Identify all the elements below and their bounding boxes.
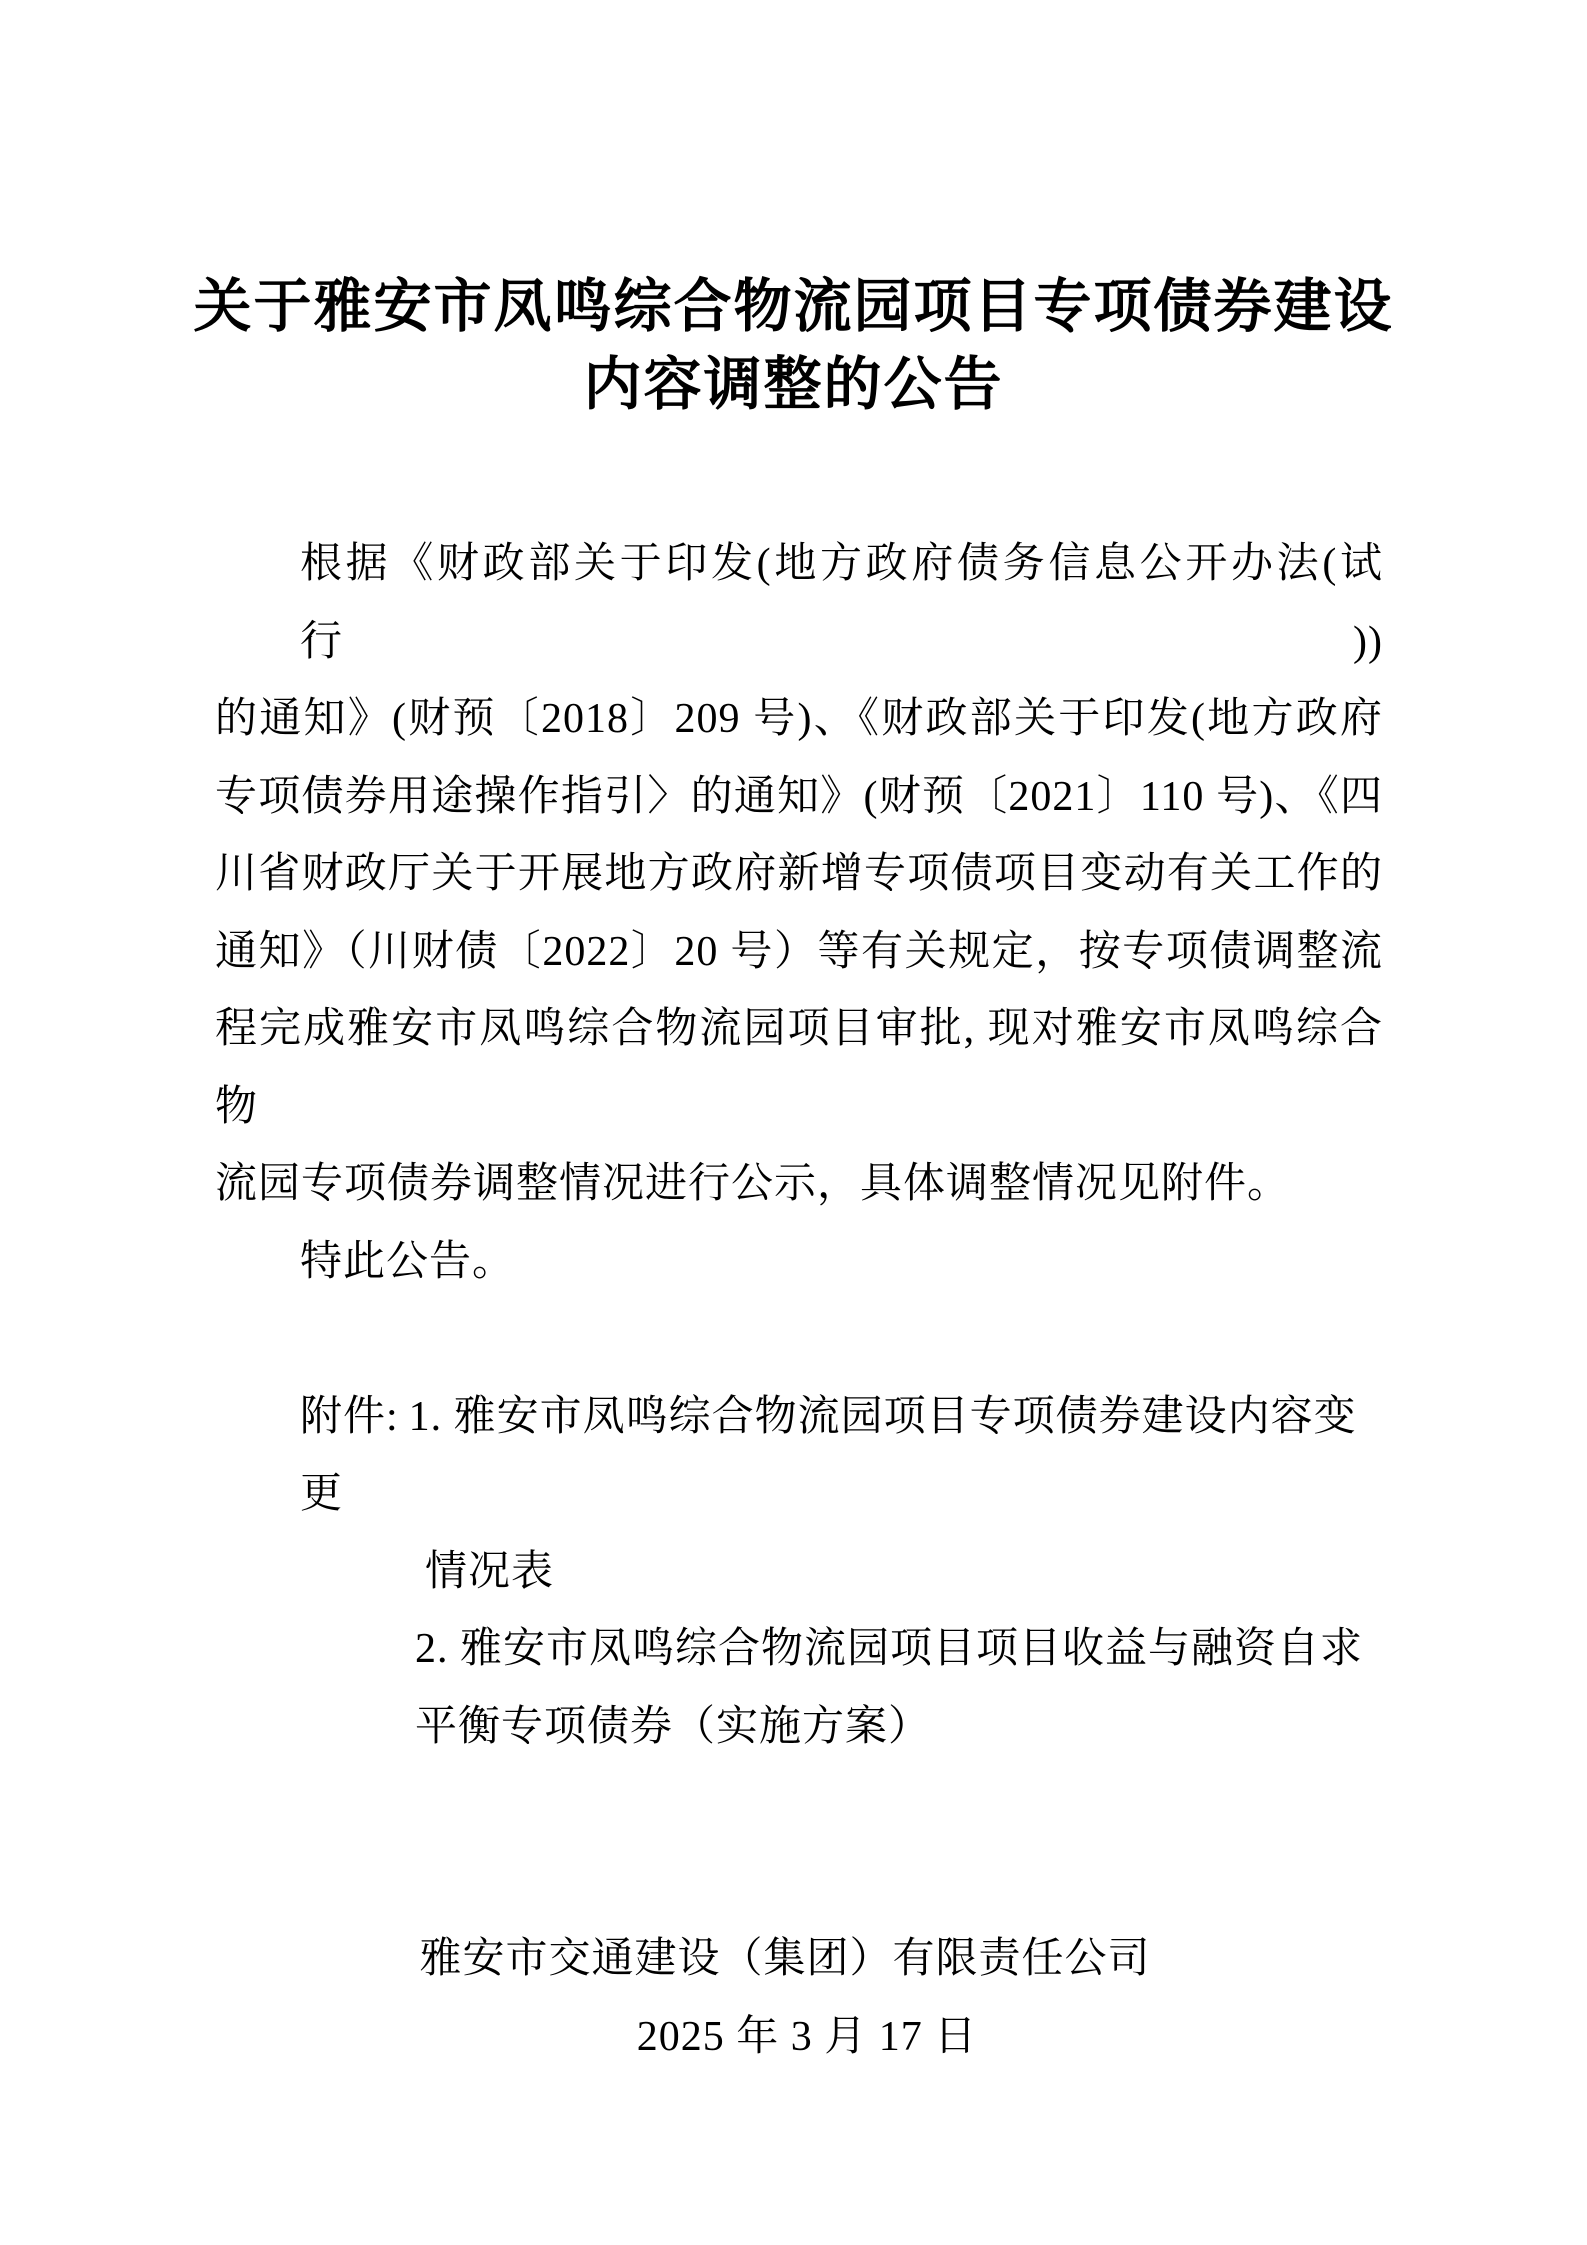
spacer: [215, 1844, 1383, 1922]
paragraph-line: 的通知》(财预〔2018〕209 号)、《财政部关于印发(地方政府: [215, 696, 1383, 742]
attachment-item-1-continuation: 情况表: [425, 1548, 555, 1595]
spacer: [215, 1301, 1383, 1379]
paragraph-line: 流园专项债券调整情况进行公示，具体调整情况见附件。: [215, 1161, 1291, 1207]
attachment-item-2-continuation: 平衡专项债券（实施方案）: [415, 1703, 932, 1750]
spacer: [215, 1766, 1383, 1844]
paragraph-line: 程完成雅安市凤鸣综合物流园项目审批, 现对雅安市凤鸣综合物: [215, 1006, 1383, 1130]
document-title: [0, 268, 1587, 424]
document-body: [215, 526, 1383, 2076]
paragraph-line: 专项债券用途操作指引〉的通知》(财预〔2021〕110 号)、《四: [215, 773, 1383, 820]
attachment-line-1: [215, 1379, 1383, 1534]
attachment-label: 附件:: [300, 1393, 399, 1440]
paragraph-line: 川省财政厅关于开展地方政府新增专项债项目变动有关工作的: [215, 851, 1383, 897]
title-line-2: 内容调整的公告: [583, 352, 1004, 417]
signature-date: 2025 年 3 月 17 日: [636, 2013, 978, 2060]
closing-line: 特此公告。: [300, 1238, 516, 1285]
signature-company: 雅安市交通建设（集团）有限责任公司: [419, 1936, 1151, 1982]
paragraph-line: 根据《财政部关于印发(地方政府债务信息公开办法(试行)): [300, 541, 1383, 665]
title-line-1: 关于雅安市凤鸣综合物流园项目专项债券建设: [193, 274, 1394, 339]
paragraph-line: 通知》（川财债〔2022〕20 号）等有关规定，按专项债调整流: [215, 928, 1383, 975]
attachment-item-2: 2. 雅安市凤鸣综合物流园项目项目收益与融资自求: [415, 1626, 1364, 1672]
attachment-item-1: 1. 雅安市凤鸣综合物流园项目专项债券建设内容变更: [300, 1393, 1357, 1517]
